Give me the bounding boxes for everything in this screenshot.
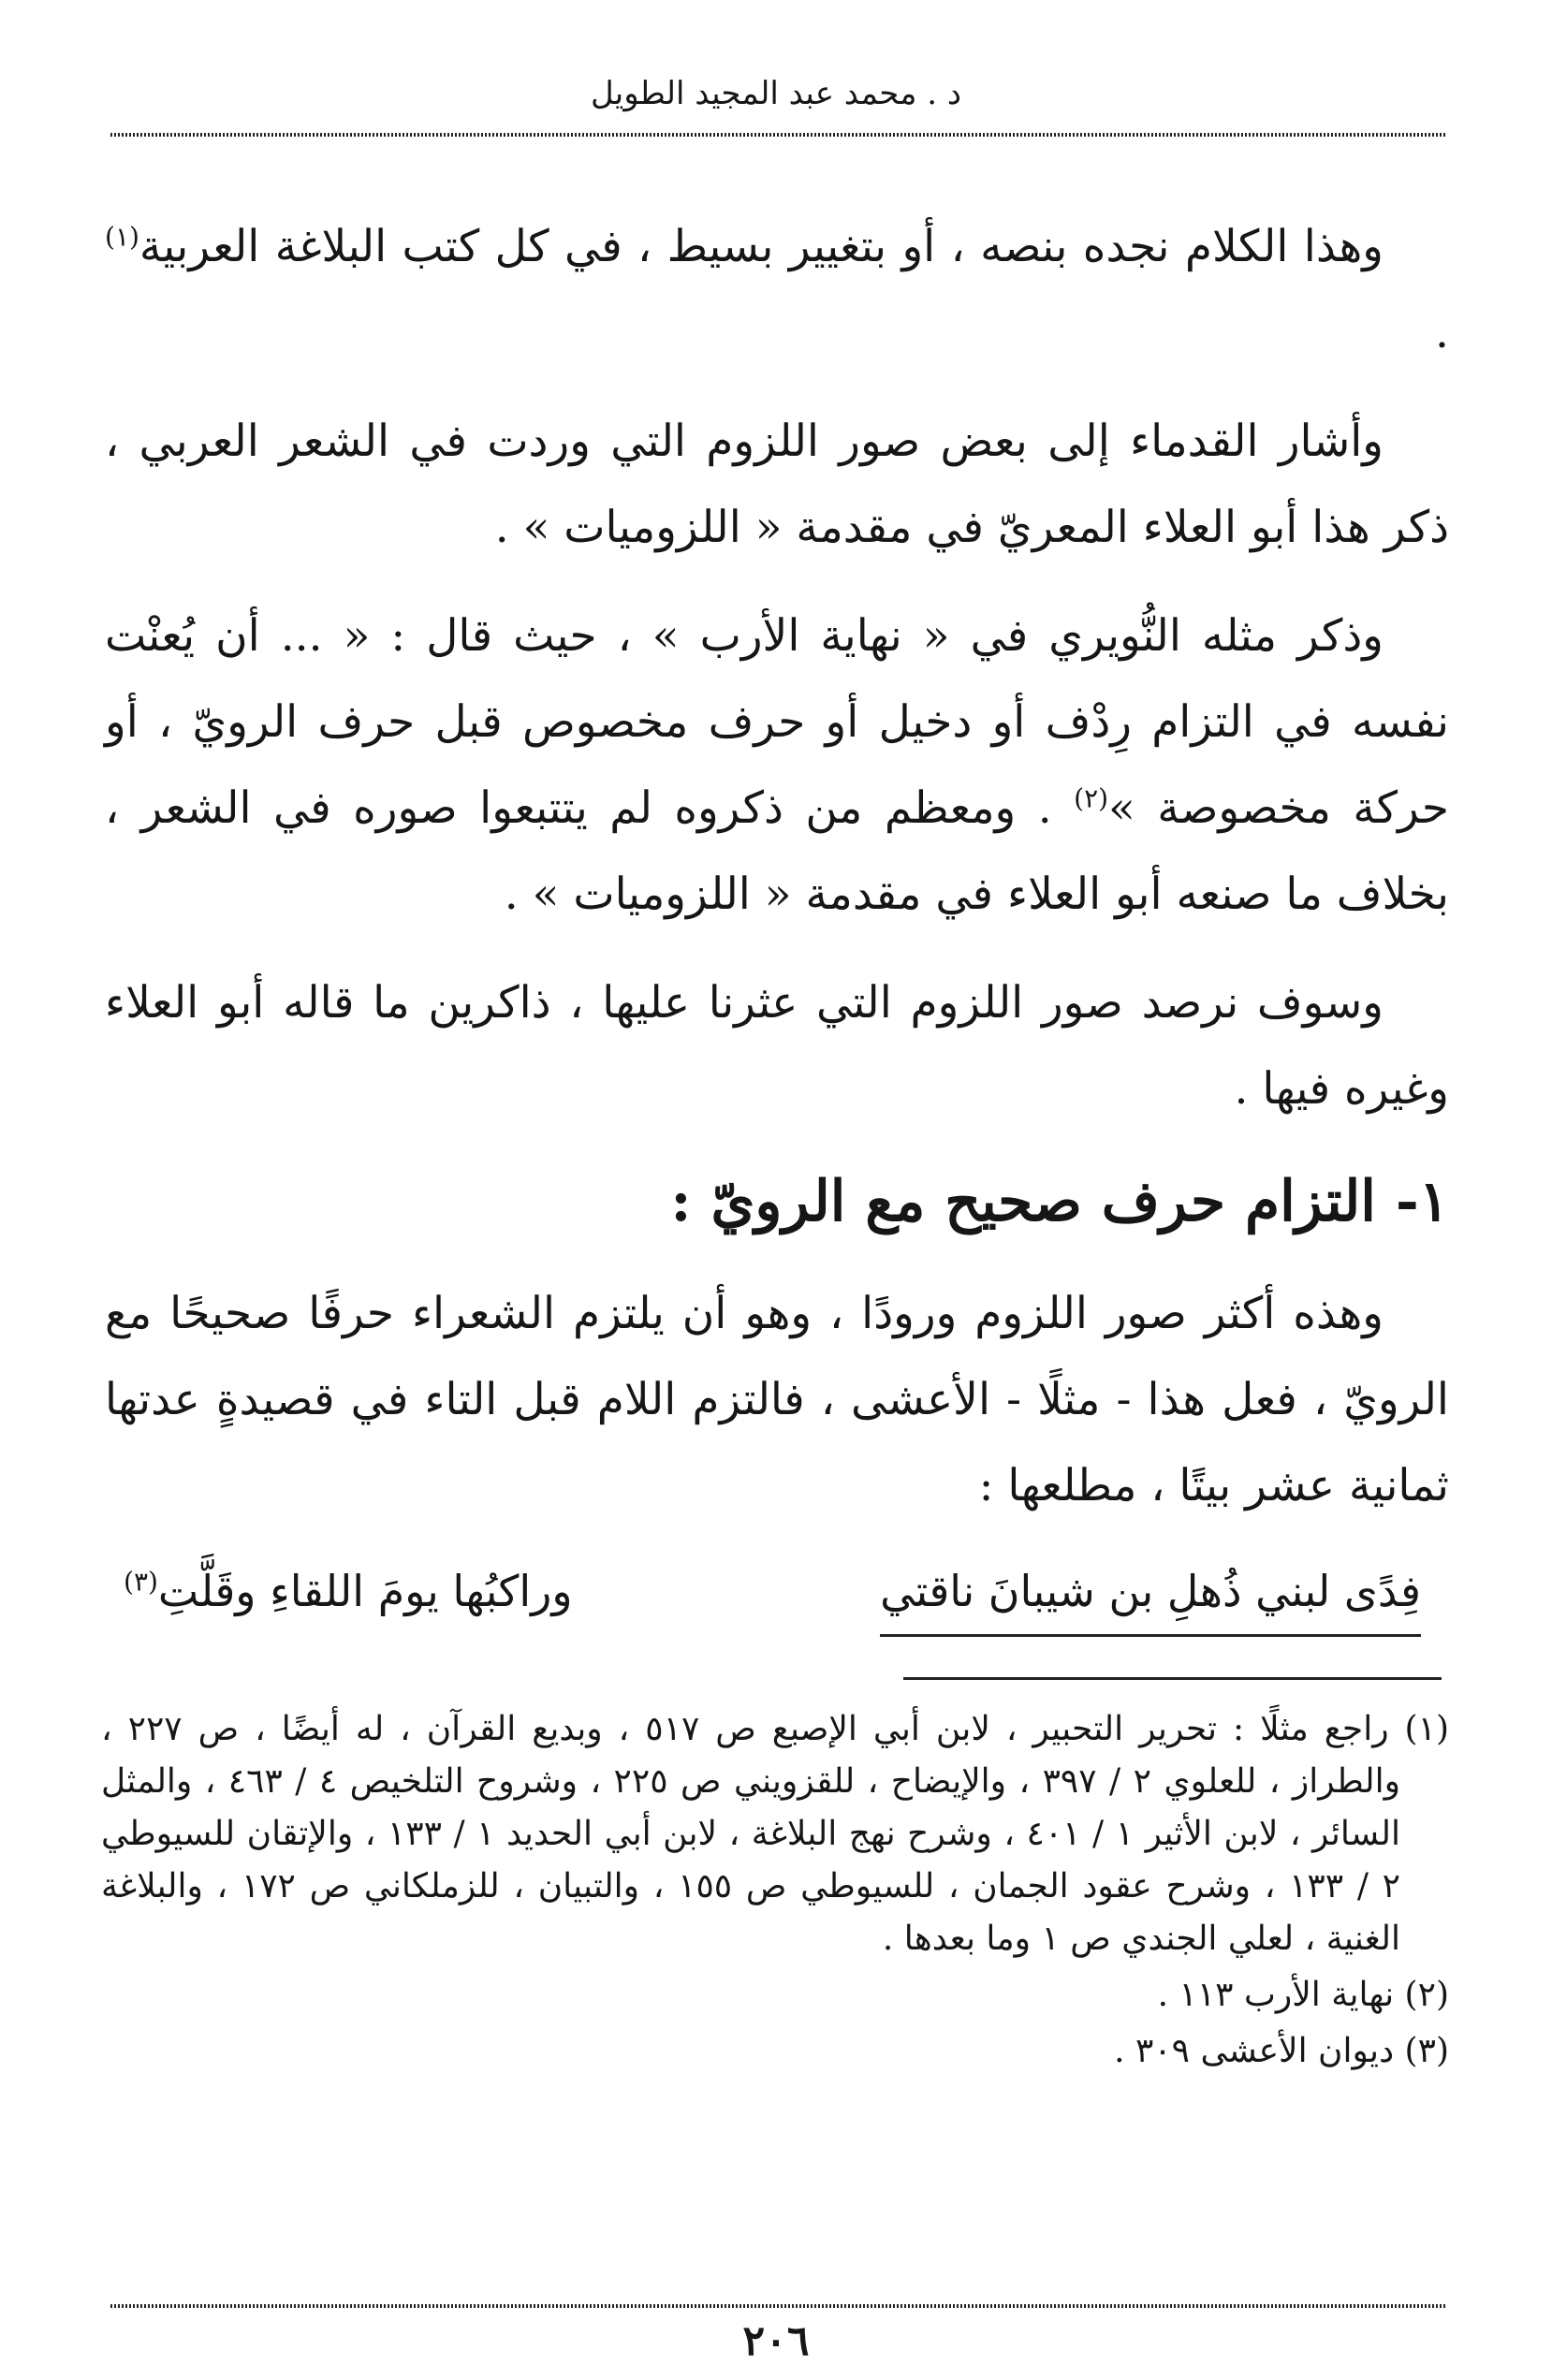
- footnote-ref: (٣): [124, 1566, 158, 1598]
- section-heading: ١- التزام حرف صحيح مع الرويّ :: [670, 1169, 1449, 1234]
- paragraph-text: وذكر مثله النُّويري في « نهاية الأرب » ، حيث قال : « ... أن يُعنْت نفسه في التزام رِدْف أو دخيل أو حرف مخصوص قبل حرف الرويّ ، أو حركة مخصوصة »: [105, 610, 1449, 834]
- paragraph-tail: . ومعظم من ذكروه لم يتتبعوا صوره في الشعر ، بخلاف ما صنعه أبو العلاء في مقدمة « اللزوميات » .: [105, 782, 1449, 920]
- paragraph: [105, 399, 1449, 571]
- footnote-ref: (٢): [1074, 782, 1109, 814]
- paragraph-text: وهذا الكلام نجده بنصه ، أو بتغيير بسيط ، في كل كتب البلاغة العربية: [139, 221, 1384, 272]
- header-rule: [110, 133, 1445, 137]
- paragraph: [105, 1271, 1449, 1529]
- verse-first-hemistich: فِدًى لبني ذُهلِ بن شيبانَ ناقتي: [880, 1552, 1421, 1637]
- paragraph-text: وهذه أكثر صور اللزوم ورودًا ، وهو أن يلتزم الشعراء حرفًا صحيحًا مع الرويّ ، فعل هذا - مثلًا - الأعشى ، فالتزم اللام قبل التاء في قصيدةٍ عدتها ثمانية عشر بيتًا ، مطلعها :: [105, 1288, 1449, 1511]
- running-header: د . محمد عبد المجيد الطويل: [590, 75, 962, 112]
- footnote: (٣) ديوان الأعشى ٣٠٩ .: [1114, 2032, 1449, 2070]
- main-text: [105, 204, 1449, 1637]
- footnote: (٢) نهاية الأرب ١١٣ .: [1157, 1976, 1449, 2014]
- poem-verse: [105, 1552, 1449, 1637]
- page-number: ٢٠٦: [742, 2317, 810, 2365]
- verse-second-hemistich: [124, 1552, 573, 1630]
- paragraph: [105, 204, 1449, 376]
- paragraph: [105, 593, 1449, 938]
- footer-rule: [110, 2304, 1445, 2308]
- verse-second-hemistich-text: وراكبُها يومَ اللقاءِ وقَلَّتِ: [157, 1566, 573, 1616]
- paragraph-tail: .: [1435, 307, 1449, 358]
- footnote-separator: [903, 1677, 1442, 1680]
- paragraph: [105, 960, 1449, 1132]
- footnote-ref: (١): [105, 221, 139, 253]
- paragraph-text: وسوف نرصد صور اللزوم التي عثرنا عليها ، ذاكرين ما قاله أبو العلاء وغيره فيها .: [105, 977, 1449, 1115]
- footnotes: [101, 1703, 1449, 2081]
- footnote: (١) راجع مثلًا : تحرير التحبير ، لابن أبي الإصبع ص ٥١٧ ، وبديع القرآن ، له أيضًا ، ص ٢٢٧ ، والطراز ، للعلوي ٢ / ٣٩٧ ، والإيضاح ، للقزويني ص ٢٢٥ ، وشروح التلخيص ٤ / ٤٦٣ ، والمثل السائر ، لابن الأثير ١ / ٤٠١ ، وشرح نهج البلاغة ، لابن أبي الحديد ١ / ١٣٣ ، والإتقان للسيوطي ٢ / ١٣٣ ، وشرح عقود الجمان ، للسيوطي ص ١٥٥ ، والتبيان ، للزملكاني ص ١٧٢ ، والبلاغة الغنية ، لعلي الجندي ص ١ وما بعدها .: [101, 1710, 1449, 1958]
- paragraph-text: وأشار القدماء إلى بعض صور اللزوم التي وردت في الشعر العربي ، ذكر هذا أبو العلاء المعريّ في مقدمة « اللزوميات » .: [105, 416, 1449, 553]
